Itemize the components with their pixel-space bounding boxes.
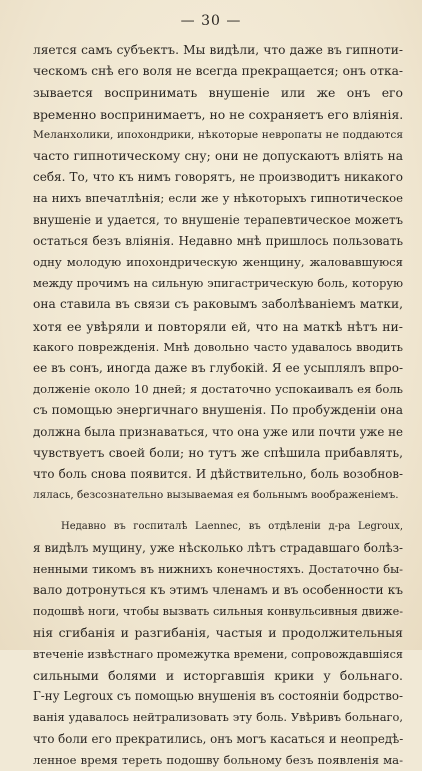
text-line: внушеніе и удается, то внушеніе терапевтическое можетъ <box>33 212 403 227</box>
text-line: что боль снова появится. И дѣйствительно, боль возобнов- <box>33 467 403 482</box>
text-line: ческомъ снѣ его воля не всегда прекращается; онъ отка- <box>33 64 403 79</box>
text-line: Г-ну Legroux съ помощью внушенія въ состояніи бодрство- <box>33 689 403 704</box>
text-line: нія сгибанія и разгибанія, частыя и продолжительныя <box>33 625 403 641</box>
text-line: ванія удавалось нейтрализовать эту боль. Увѣривъ больнаго, <box>33 710 403 725</box>
paragraph-2 <box>33 516 403 770</box>
text-line: долженіе около 10 дней; я достаточно успокаивалъ ея боль <box>33 382 403 397</box>
text-line: временно воспринимаетъ, но не сохраняетъ его вліянія. <box>33 106 404 122</box>
text-line: Меланхолики, ипохондрики, нѣкоторые невропаты не поддаются <box>33 128 403 141</box>
text-line: ляется самъ субъектъ. Мы видѣли, что даже въ гипноти- <box>33 43 403 57</box>
text-line: остаться безъ вліянія. Недавно мнѣ пришлось пользовать <box>33 233 403 248</box>
text-line: одну молодую ипохондрическую женщину, жаловавшуюся <box>33 255 403 270</box>
text-line: какого поврежденія. Мнѣ довольно часто удавалось вводить <box>33 339 403 354</box>
text-line: втеченіе извѣстнаго промежутка времени, сопровождавшіяся <box>33 647 403 661</box>
text-line: Недавно въ госпиталѣ Laennec, въ отдѣленіи д-ра Legroux, <box>61 521 403 533</box>
text-line: она ставила въ связи съ раковымъ заболѣваніемъ матки, <box>33 297 403 312</box>
paragraph-gap <box>33 506 403 516</box>
text-line: сильными болями и исторгавшія крики у больнаго. <box>33 667 403 683</box>
text-line: ее въ сонъ, иногда даже въ глубокій. Я ее усыплялъ впро- <box>33 361 403 376</box>
text-line: хотя ее увѣряли и повторяли ей, что на маткѣ нѣтъ ни- <box>33 318 403 334</box>
text-line: себя. То, что къ нимъ говорятъ, не производитъ никакого <box>33 170 403 185</box>
text-line: зывается воспринимать внушеніе или же онъ его <box>33 85 403 101</box>
text-line: что боли его прекратились, онъ могъ касаться и неопредѣ- <box>33 731 404 746</box>
paragraph-1 <box>33 40 403 506</box>
text-line: на нихъ впечатлѣнія; если же у нѣкоторыхъ гипнотическое <box>33 191 403 206</box>
text-line: вало дотронуться къ этимъ членамъ и въ особенности къ <box>33 583 403 598</box>
body-text <box>33 40 403 771</box>
text-line: должна была признаваться, что она уже или почти уже не <box>33 424 403 439</box>
text-line: чувствуетъ своей боли; но тутъ же спѣшила прибавлять, <box>33 445 403 460</box>
text-line: я видѣлъ мущину, уже нѣсколько лѣтъ страдавшаго болѣз- <box>33 540 403 555</box>
text-line: лялась, безсознательно вызываемая ея больнымъ воображеніемъ. <box>33 489 399 502</box>
text-line: ненными тикомъ въ нижнихъ конечностяхъ. Достаточно бы- <box>33 561 403 576</box>
page-number: — 30 — <box>180 13 242 29</box>
text-line: между прочимъ на сильную эпигастрическую боль, которую <box>33 276 403 291</box>
text-line: съ помощью энергичнаго внушенія. По пробужденіи она <box>33 403 403 418</box>
text-line: подошвѣ ноги, чтобы вызвать сильныя конвульсивныя движе- <box>33 605 403 619</box>
text-line: ленное время тереть подошву больному безъ появленія ма- <box>33 752 403 767</box>
text-line: часто гипнотическому сну; они не допускаютъ вліять на <box>33 149 403 164</box>
